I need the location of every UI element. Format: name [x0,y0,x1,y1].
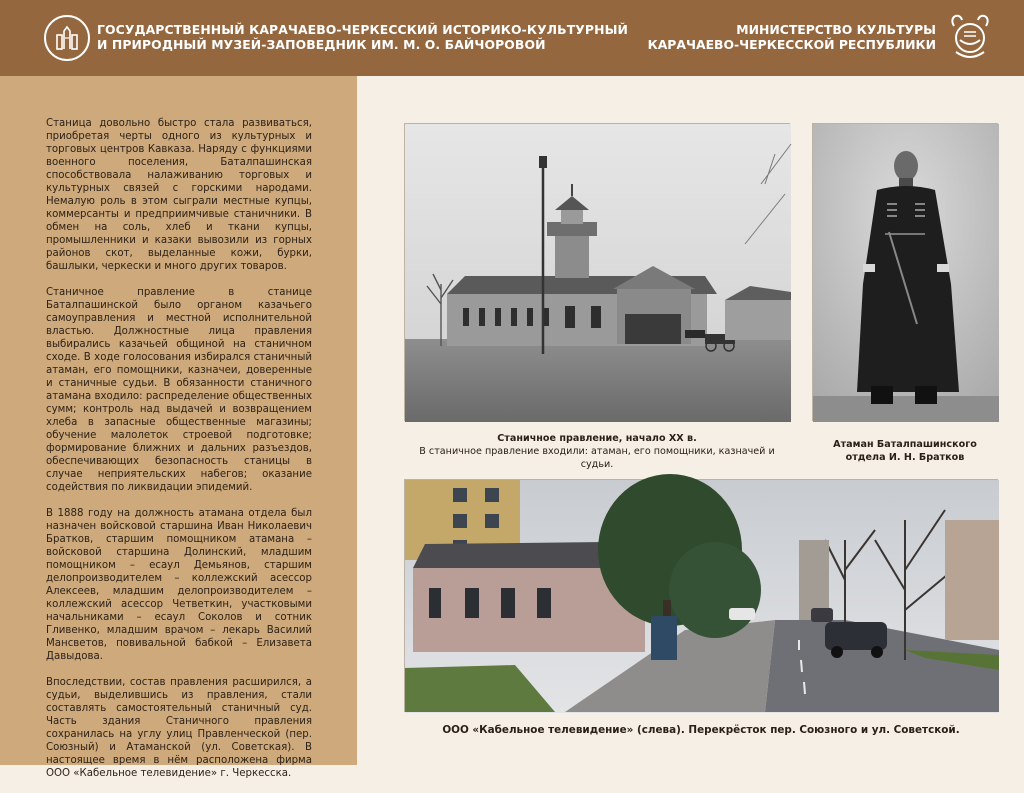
board-building-photo [404,123,790,421]
ministry-name [648,22,936,52]
board-photo-caption [404,432,790,471]
ataman-photo-caption [812,438,998,464]
article-paragraph: В 1888 году на должность атамана отдела был назначен войсковой старшина Иван Николаевич Братков, старшим помощником атамана – войсковой старшина Долинский, младшим помощником – есаул Демьянов, старшим делопроизводителем – коллежский асессор Алексеев, младшим делопроизводителем – коллежский асессор Четветкин, участковыми начальниками – есаул Соколов и сотник Гливенко, младшим врачом – лекарь Василий Мансветов, повивальной бабкой – Елизавета Давыдова. [46,508,312,662]
museum-name-line2: И ПРИРОДНЫЙ МУЗЕЙ-ЗАПОВЕДНИК ИМ. М. О. БАЙЧОРОВОЙ [97,37,546,52]
board-photo-caption-title: Станичное правление, начало XX в. [497,433,697,444]
ataman-caption-line1: Атаман Баталпашинского [833,439,977,450]
board-photo-caption-text: В станичное правление входили: атаман, его помощники, казначей и судьи. [419,446,775,470]
text-column [0,76,357,779]
ministry-name-line1: МИНИСТЕРСТВО КУЛЬТУРЫ [736,22,936,37]
article-paragraph: Впоследствии, состав правления расширился, а судьи, выделившись из правления, стали составлять самостоятельный станичный суд. Часть здания Станичного правления сохранилась на углу улиц Правленческой (пер. Союзный) и Атаманской (ул. Советская). В настоящее время в нём расположена фирма ООО «Кабельное телевидение» г. Черкесска. [46,677,312,779]
article-text [46,117,312,793]
museum-name [97,22,628,52]
article-paragraph: Станица довольно быстро стала развиваться, приобретая черты одного из культурных и торговых центров Кавказа. Наряду с функциями военного поселения, Баталпашинская способствовала налаживанию торговых и культурных связей с горскими народами. Немалую роль в этом сыграли местные купцы, коммерсанты и предприимчивые станичники. В обмен на соль, хлеб и ткани купцы, промышленники и казаки вывозили из горных районов скот, выделанные кожи, бурки, башлыки, черкески и много других товаров. [46,118,312,272]
ministry-emblem-icon [946,12,994,62]
museum-name-line1: ГОСУДАРСТВЕННЫЙ КАРАЧАЕВО-ЧЕРКЕССКИЙ ИСТОРИКО-КУЛЬТУРНЫЙ [97,22,628,37]
article-paragraph: Станичное правление в станице Баталпашинской было органом казачьего самоуправления и местной исполнительной властью. Должностные лица правления выбирались казачьей общиной на станичном сходе. В ходе голосования избирался станичный атаман, его помощники, казначеи, доверенные и станичные судьи. В обязанности станичного атамана входило: распределение общественных сумм; контроль над выдачей и возвращением хлеба в запасные общественные магазины; обучение малолеток строевой подготовке; формирование ближних и дальних разъездов, обеспечивающих безопасность станицы в случае неприятельских набегов; оказание содействия по ликвидации эпидемий. [46,287,312,493]
header-bar [0,0,1024,76]
ataman-portrait-photo [812,123,998,421]
ataman-caption-line2: отдела И. Н. Братков [845,452,965,463]
ministry-name-line2: КАРАЧАЕВО-ЧЕРКЕССКОЙ РЕСПУБЛИКИ [647,37,936,52]
modern-street-photo [404,479,998,712]
museum-emblem-icon [44,15,90,61]
street-photo-caption: ООО «Кабельное телевидение» (слева). Перекрёсток пер. Союзного и ул. Советской. [442,724,960,736]
